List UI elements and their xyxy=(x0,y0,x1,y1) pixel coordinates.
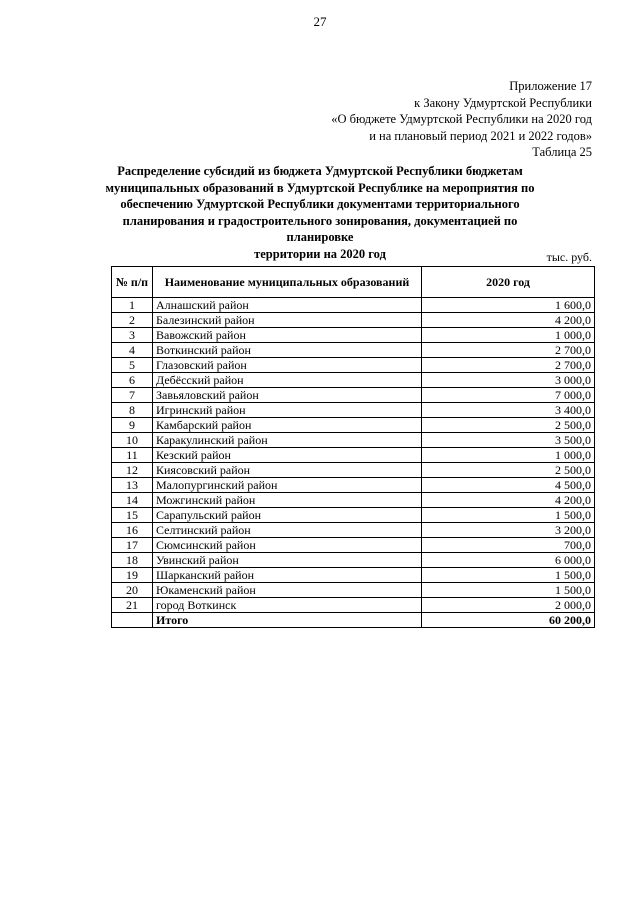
table-label: Таблица 25 xyxy=(532,145,592,159)
row-name-cell: Можгинский район xyxy=(153,493,422,508)
total-value: 60 200,0 xyxy=(422,613,595,628)
row-number-cell: 7 xyxy=(112,388,153,403)
units-label: тыс. руб. xyxy=(546,250,592,264)
row-value-cell: 1 500,0 xyxy=(422,568,595,583)
table-row xyxy=(112,373,595,388)
row-value-cell: 2 500,0 xyxy=(422,418,595,433)
title-line-3: обеспечению Удмуртской Республики документами территориального xyxy=(120,197,520,211)
row-name-cell: Каракулинский район xyxy=(153,433,422,448)
total-empty-cell xyxy=(112,613,153,628)
row-number-cell: 4 xyxy=(112,343,153,358)
row-name-cell: Воткинский район xyxy=(153,343,422,358)
row-number-cell: 1 xyxy=(112,298,153,313)
row-name-cell: Кезский район xyxy=(153,448,422,463)
document-title xyxy=(90,163,550,262)
row-value-cell: 1 500,0 xyxy=(422,508,595,523)
row-name-cell: Шарканский район xyxy=(153,568,422,583)
row-value-cell: 2 000,0 xyxy=(422,598,595,613)
row-number-cell: 20 xyxy=(112,583,153,598)
row-number-cell: 19 xyxy=(112,568,153,583)
row-name-cell: Киясовский район xyxy=(153,463,422,478)
row-number-cell: 5 xyxy=(112,358,153,373)
row-name-cell: Малопургинский район xyxy=(153,478,422,493)
row-number-cell: 14 xyxy=(112,493,153,508)
subsidies-table xyxy=(111,266,595,628)
table-row xyxy=(112,478,595,493)
row-name-cell: Балезинский район xyxy=(153,313,422,328)
row-value-cell: 3 400,0 xyxy=(422,403,595,418)
row-value-cell: 1 000,0 xyxy=(422,328,595,343)
row-value-cell: 2 700,0 xyxy=(422,358,595,373)
row-number-cell: 21 xyxy=(112,598,153,613)
title-line-1: Распределение субсидий из бюджета Удмуртской Республики бюджетам xyxy=(117,164,523,178)
appendix-line-4: и на плановый период 2021 и 2022 годов» xyxy=(369,128,592,143)
appendix-block xyxy=(331,78,592,161)
row-name-cell: Глазовский район xyxy=(153,358,422,373)
row-name-cell: Камбарский район xyxy=(153,418,422,433)
row-value-cell: 3 000,0 xyxy=(422,373,595,388)
row-name-cell: Игринский район xyxy=(153,403,422,418)
total-row xyxy=(112,613,595,628)
row-name-cell: Вавожский район xyxy=(153,328,422,343)
row-name-cell: Алнашский район xyxy=(153,298,422,313)
table-body xyxy=(112,298,595,628)
row-value-cell: 2 500,0 xyxy=(422,463,595,478)
row-value-cell: 1 600,0 xyxy=(422,298,595,313)
row-value-cell: 2 700,0 xyxy=(422,343,595,358)
row-number-cell: 10 xyxy=(112,433,153,448)
table-row xyxy=(112,568,595,583)
table-row xyxy=(112,508,595,523)
row-number-cell: 6 xyxy=(112,373,153,388)
row-name-cell: город Воткинск xyxy=(153,598,422,613)
row-number-cell: 16 xyxy=(112,523,153,538)
row-value-cell: 1 500,0 xyxy=(422,583,595,598)
table-row xyxy=(112,343,595,358)
row-name-cell: Сарапульский район xyxy=(153,508,422,523)
row-number-cell: 17 xyxy=(112,538,153,553)
row-value-cell: 4 500,0 xyxy=(422,478,595,493)
row-number-cell: 11 xyxy=(112,448,153,463)
row-value-cell: 7 000,0 xyxy=(422,388,595,403)
row-number-cell: 12 xyxy=(112,463,153,478)
row-value-cell: 4 200,0 xyxy=(422,493,595,508)
table-row xyxy=(112,583,595,598)
table-row xyxy=(112,553,595,568)
table-row xyxy=(112,328,595,343)
table-row xyxy=(112,403,595,418)
row-name-cell: Селтинский район xyxy=(153,523,422,538)
row-value-cell: 1 000,0 xyxy=(422,448,595,463)
table-row xyxy=(112,418,595,433)
title-line-4: планирования и градостроительного зонирования, документацией по планировке xyxy=(122,213,518,244)
table-row xyxy=(112,448,595,463)
row-number-cell: 15 xyxy=(112,508,153,523)
table-row xyxy=(112,463,595,478)
header-name: Наименование муниципальных образований xyxy=(153,267,422,298)
header-value: 2020 год xyxy=(422,267,595,298)
row-value-cell: 6 000,0 xyxy=(422,553,595,568)
table-row xyxy=(112,523,595,538)
table-row xyxy=(112,598,595,613)
title-line-5: территории на 2020 год xyxy=(254,246,386,261)
row-number-cell: 9 xyxy=(112,418,153,433)
row-value-cell: 4 200,0 xyxy=(422,313,595,328)
page-number: 27 xyxy=(313,14,327,29)
table-row xyxy=(112,313,595,328)
row-name-cell: Юкаменский район xyxy=(153,583,422,598)
table-header-row xyxy=(112,267,595,298)
appendix-line-2: к Закону Удмуртской Республики xyxy=(414,95,592,110)
table-row xyxy=(112,493,595,508)
table-row xyxy=(112,433,595,448)
title-line-2: муниципальных образований в Удмуртской Республике на мероприятия по xyxy=(105,180,535,195)
row-number-cell: 8 xyxy=(112,403,153,418)
header-num: № п/п xyxy=(112,267,153,298)
row-value-cell: 3 200,0 xyxy=(422,523,595,538)
row-name-cell: Дебёсский район xyxy=(153,373,422,388)
row-name-cell: Увинский район xyxy=(153,553,422,568)
table-row xyxy=(112,388,595,403)
table-row xyxy=(112,358,595,373)
row-name-cell: Завьяловский район xyxy=(153,388,422,403)
table-row xyxy=(112,298,595,313)
row-number-cell: 18 xyxy=(112,553,153,568)
row-value-cell: 700,0 xyxy=(422,538,595,553)
total-label: Итого xyxy=(153,613,422,628)
row-value-cell: 3 500,0 xyxy=(422,433,595,448)
table-row xyxy=(112,538,595,553)
row-number-cell: 3 xyxy=(112,328,153,343)
appendix-line-3: «О бюджете Удмуртской Республики на 2020 год xyxy=(331,112,592,126)
row-name-cell: Сюмсинский район xyxy=(153,538,422,553)
row-number-cell: 2 xyxy=(112,313,153,328)
appendix-line-1: Приложение 17 xyxy=(509,79,592,93)
row-number-cell: 13 xyxy=(112,478,153,493)
